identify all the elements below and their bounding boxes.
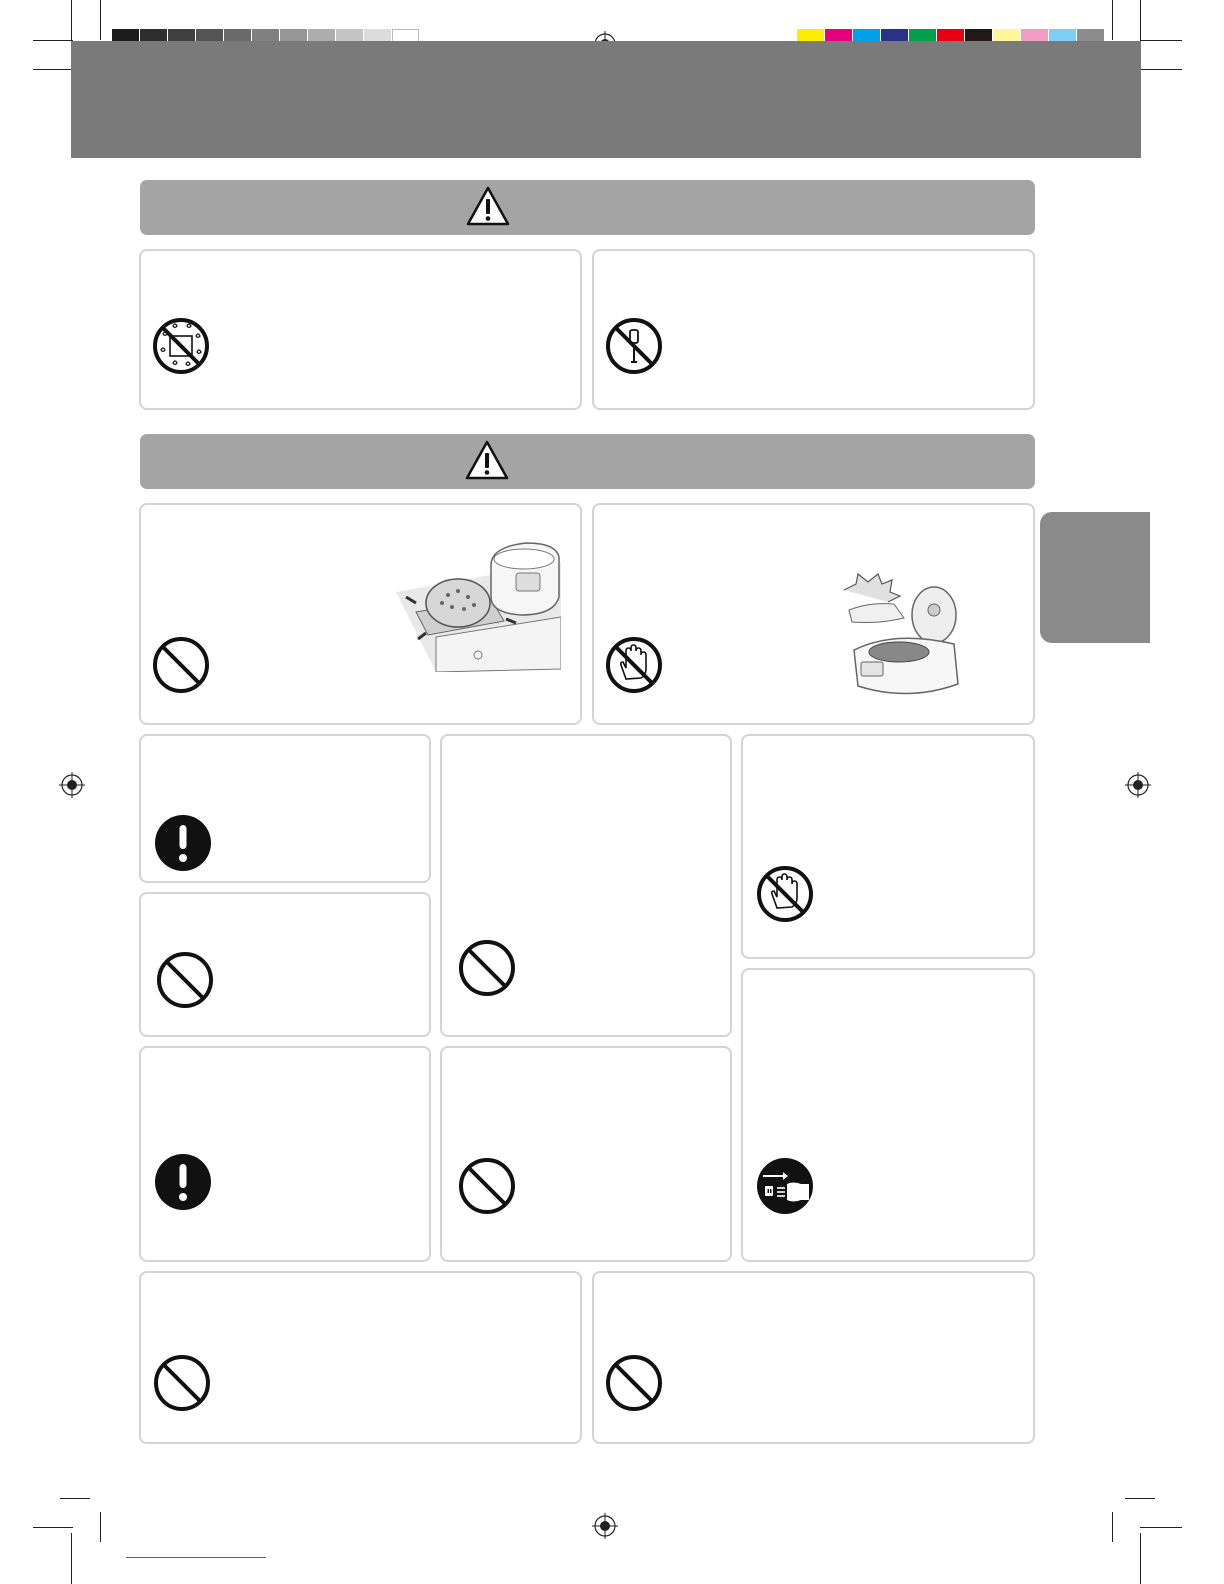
registration-mark-icon — [592, 1513, 618, 1539]
mandatory-icon — [153, 813, 213, 873]
caution-box — [139, 892, 431, 1037]
caution-box — [139, 1046, 431, 1262]
mandatory-icon — [153, 1152, 213, 1212]
unplug-icon — [755, 1156, 815, 1216]
page-header-band — [71, 41, 1141, 158]
no-water-icon — [151, 316, 211, 376]
no-disassembly-icon — [604, 316, 664, 376]
registration-mark-icon — [59, 772, 85, 798]
caution-box — [440, 1046, 732, 1262]
caution-box — [139, 503, 582, 725]
do-not-touch-icon — [604, 635, 664, 695]
caution-box — [592, 1271, 1035, 1444]
section-tab — [1040, 512, 1150, 643]
warning-box — [139, 249, 582, 410]
prohibited-icon — [457, 938, 517, 998]
prohibited-icon — [155, 950, 215, 1010]
footer-rule — [126, 1557, 266, 1558]
registration-mark-icon — [1125, 772, 1151, 798]
caution-box — [139, 734, 431, 883]
hot-steam-lid-illustration — [839, 570, 969, 700]
prohibited-icon — [604, 1353, 664, 1413]
warning-box — [592, 249, 1035, 410]
warning-banner — [140, 180, 1035, 235]
prohibited-icon — [152, 1353, 212, 1413]
warning-triangle-icon — [465, 185, 511, 227]
caution-box — [741, 734, 1035, 959]
caution-banner — [140, 434, 1035, 489]
prohibited-icon — [151, 635, 211, 695]
warning-triangle-icon — [464, 439, 510, 481]
rice-cooker-on-stove-illustration — [396, 537, 561, 672]
prohibited-icon — [457, 1156, 517, 1216]
caution-box — [139, 1271, 582, 1444]
caution-box — [440, 734, 732, 1037]
do-not-touch-icon — [755, 864, 815, 924]
caution-box — [592, 503, 1035, 725]
caution-box — [741, 968, 1035, 1262]
